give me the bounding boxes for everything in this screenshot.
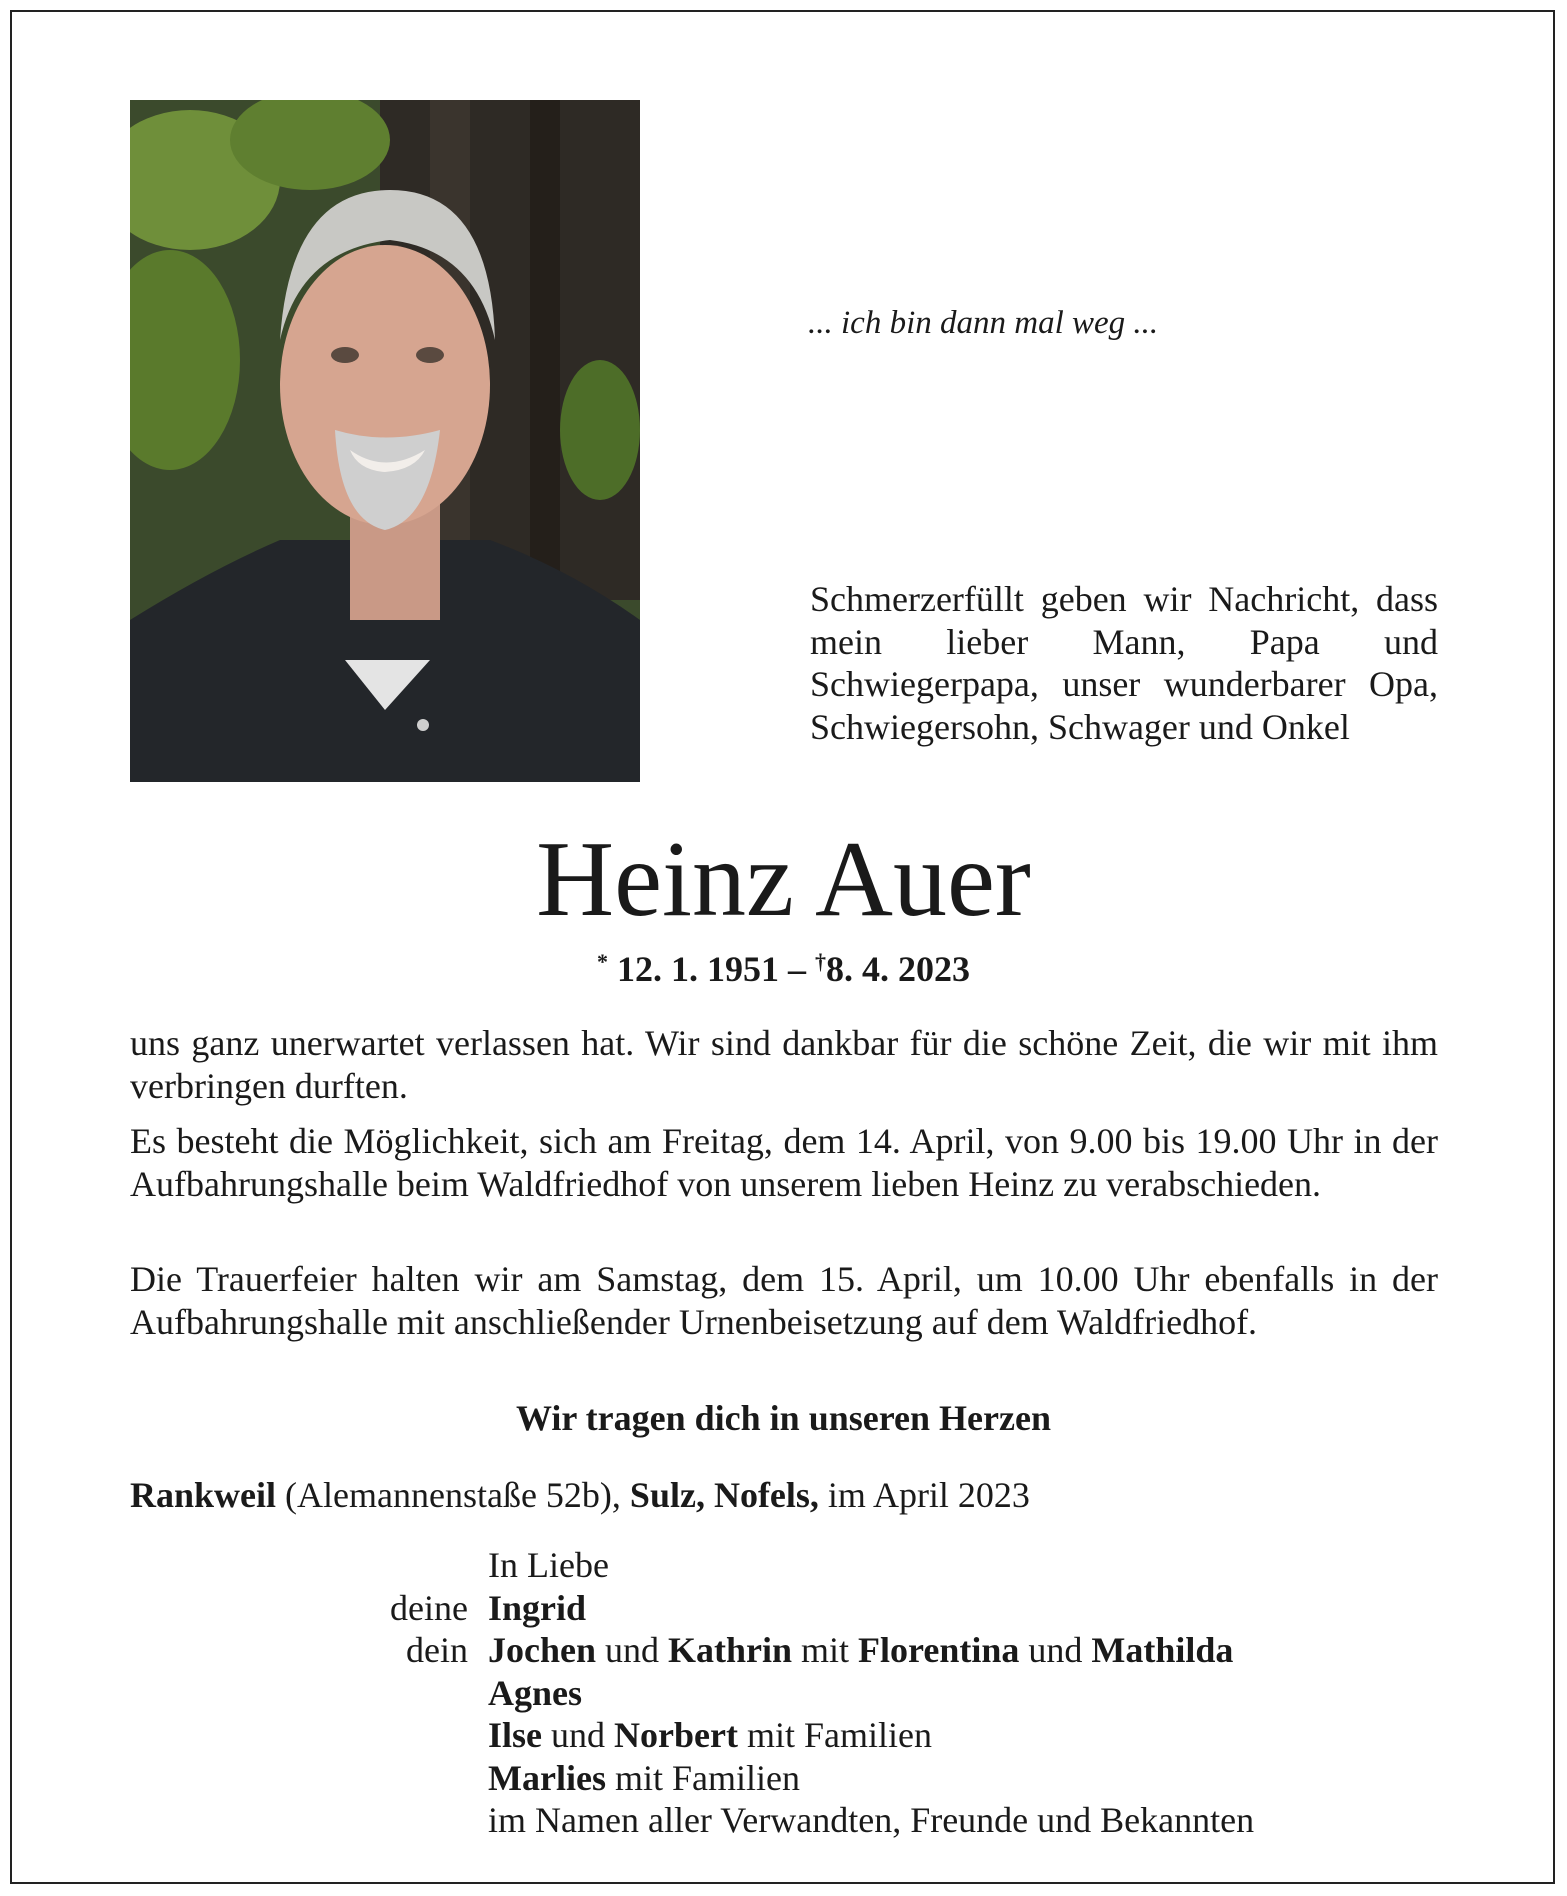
sig-word-und: und: [1028, 1630, 1083, 1670]
sig-name-kathrin: Kathrin: [668, 1630, 793, 1670]
closing-line: Wir tragen dich in unseren Herzen: [516, 1398, 1051, 1438]
sig-row-all: [130, 1799, 1450, 1842]
sig-mit-familien: mit Familien: [746, 1715, 932, 1755]
sig-name-mathilda: Mathilda: [1091, 1630, 1234, 1670]
sig-name-norbert: Norbert: [614, 1715, 738, 1755]
sig-row-marlies: [130, 1757, 1450, 1800]
sig-word-mit: mit: [801, 1630, 850, 1670]
quote: ... ich bin dann mal weg ...: [808, 305, 1159, 341]
sig-name-jochen: Jochen: [488, 1630, 596, 1670]
place-date: im April 2023: [827, 1475, 1030, 1515]
place-date-line: [130, 1474, 1030, 1516]
sig-in-love: In Liebe: [488, 1545, 609, 1585]
birth-date: 12. 1. 1951: [617, 949, 779, 989]
sig-row-in-love: [130, 1544, 1450, 1587]
sig-row-ilse: [130, 1714, 1450, 1757]
sig-word-und: und: [605, 1630, 659, 1670]
portrait-photo: [130, 100, 640, 782]
sig-word-und: und: [551, 1715, 605, 1755]
sig-row-jochen: [130, 1629, 1450, 1672]
intro-text: Schmerzerfüllt geben wir Nachricht, dass mein lieber Mann, Papa und Schwiegerpapa, unser wunderbarer Opa, Schwiegersohn, Schwager und Onkel: [810, 579, 1438, 747]
date-dash: –: [788, 949, 806, 989]
sig-row-ingrid: [130, 1587, 1450, 1630]
place-towns: Sulz, Nofels,: [629, 1475, 819, 1515]
paragraph-1: uns ganz unerwartet verlassen hat. Wir sind dankbar für die schöne Zeit, die wir mit ihm verbringen durften.: [130, 1023, 1438, 1106]
place-town-rankweil: Rankweil: [130, 1475, 277, 1515]
life-dates: [0, 948, 1567, 990]
sig-name-marlies: Marlies: [488, 1757, 606, 1798]
deceased-name: Heinz Auer: [536, 820, 1031, 939]
paragraph-2: Es besteht die Möglichkeit, sich am Freitag, dem 14. April, von 9.00 bis 19.00 Uhr in der Aufbahrungshalle beim Waldfriedhof von unserem lieben Heinz zu verabschieden.: [130, 1121, 1438, 1204]
sig-prefix-dein: dein: [406, 1630, 468, 1670]
place-address: (Alemannenstaße 52b),: [285, 1475, 621, 1515]
sig-all-relatives: im Namen aller Verwandten, Freunde und Bekannten: [488, 1800, 1255, 1840]
sig-name-agnes: Agnes: [488, 1672, 583, 1713]
paragraph-3: Die Trauerfeier halten wir am Samstag, dem 15. April, um 10.00 Uhr ebenfalls in der Aufbahrungshalle mit anschließender Urnenbeisetzung auf dem Waldfriedhof.: [130, 1259, 1438, 1342]
sig-name-ingrid: Ingrid: [488, 1587, 587, 1628]
sig-mit-familien: mit Familien: [614, 1757, 800, 1798]
birth-symbol: *: [597, 949, 608, 974]
death-symbol: †: [815, 949, 826, 974]
signature-block: [130, 1544, 1450, 1842]
sig-row-agnes: [130, 1672, 1450, 1715]
sig-name-florentina: Florentina: [858, 1630, 1020, 1670]
sig-prefix-deine: deine: [390, 1587, 468, 1628]
death-date: 8. 4. 2023: [826, 949, 970, 989]
sig-name-ilse: Ilse: [488, 1715, 542, 1755]
